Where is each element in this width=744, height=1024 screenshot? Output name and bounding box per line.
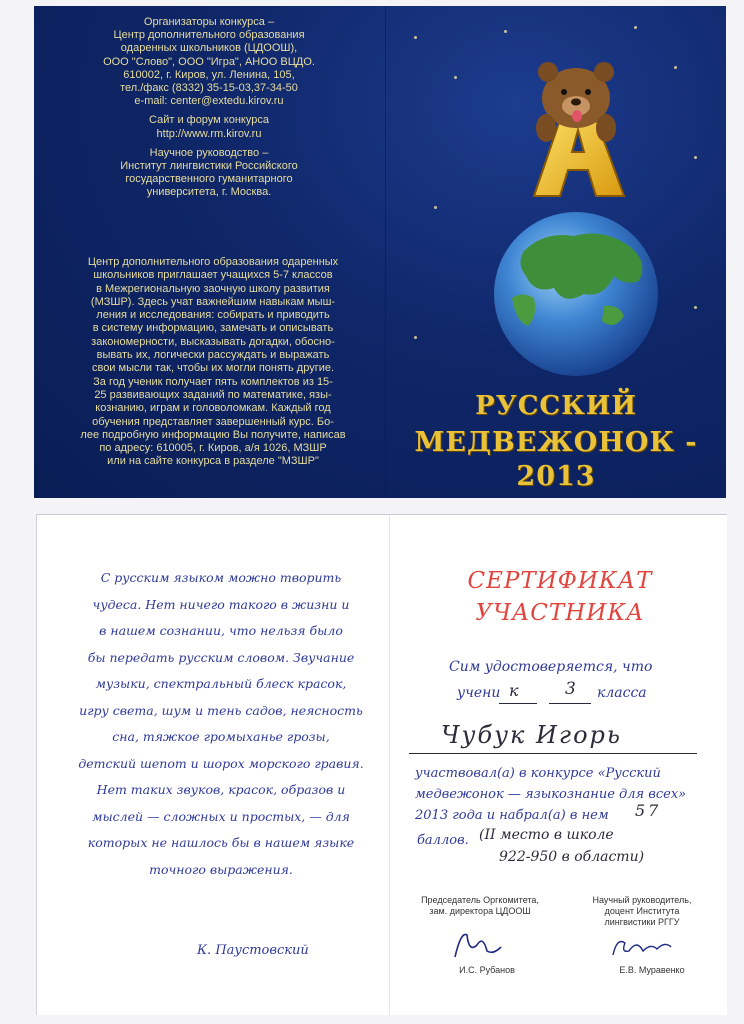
intro-line: ления и исследования: собирать и приводить (96, 309, 330, 322)
research-line: Институт лингвистики Российского (120, 160, 298, 173)
star-decoration (504, 30, 507, 33)
quote-line: Нет таких звуков, красок, образов и (96, 782, 346, 797)
quote-author: К. Паустовский (197, 943, 309, 958)
intro-line: свои мысли так, чтобы их могли понять другие. (91, 362, 335, 375)
participation-line: медвежонок — языкознание для всех» (415, 787, 687, 802)
organizers-block (54, 16, 364, 200)
intro-line: в систему информацию, замечать и описывать (92, 322, 334, 335)
name-underline (409, 753, 697, 754)
intro-line: Центр дополнительного образования одаренных (87, 256, 339, 268)
site-url: http://www.rm.kirov.ru (156, 127, 262, 140)
score-label: баллов. (417, 833, 469, 848)
student-prefix: учени (457, 685, 501, 701)
organizers-email: e-mail: center@extedu.kirov.ru (134, 95, 284, 108)
student-suffix-handwritten: к (509, 681, 519, 700)
intro-line: 25 развивающих заданий по математике, язы- (94, 388, 332, 401)
contest-title-line1: РУССКИЙ (475, 391, 637, 421)
supervisor-title-line: доцент Института (604, 906, 680, 916)
research-line: государственного гуманитарного (125, 173, 293, 186)
grade-underline (549, 703, 591, 704)
certificate-title-line1: СЕРТИФИКАТ (467, 568, 653, 594)
site-label: Сайт и форум конкурса (149, 114, 269, 127)
star-decoration (434, 206, 437, 209)
intro-line: или на сайте конкурса в разделе "МЗШР" (107, 455, 319, 468)
supervisor-title-line: лингвистики РГГУ (604, 917, 680, 927)
intro-text-block (54, 256, 372, 469)
chair-title (405, 895, 555, 917)
star-decoration (454, 76, 457, 79)
organizers-line: одаренных школьников (ЦДООШ), (120, 42, 298, 55)
intro-line: закономерности, высказывать догадки, обосно- (91, 335, 335, 348)
organizers-line: 610002, г. Киров, ул. Ленина, 105, (123, 68, 295, 81)
intro-line: школьников приглашает учащихся 5-7 классов (93, 269, 333, 282)
grade-label: класса (597, 685, 647, 701)
paustovsky-quote (71, 565, 371, 883)
quote-line: детский шепот и шорох морского гравия. (78, 755, 364, 771)
supervisor-signature-icon (607, 929, 677, 965)
quote-line: бы передать русским словом. Звучание (87, 649, 355, 665)
participation-line: участвовал(а) в конкурсе «Русский (415, 766, 661, 781)
contest-title (386, 390, 726, 494)
intro-line: обучения представляет завершенный курс. Бо- (92, 415, 334, 428)
research-line: Научное руководство – (149, 146, 269, 159)
intro-line: За год ученик получает пять комплектов из 15- (93, 375, 333, 388)
star-decoration (634, 26, 637, 29)
supervisor-name: Е.В. Муравенко (619, 965, 685, 975)
intro-line: лее подробную информацию Вы получите, написав (80, 428, 346, 441)
intro-line: вывать их, логически рассуждать и выражать (96, 349, 330, 362)
intro-line: кознанию, играм и головоломкам. Каждый год (95, 402, 331, 415)
certificate-fold-line (389, 515, 390, 1015)
student-name-handwritten: Чубук Игорь (441, 721, 622, 749)
chair-title-line: Председатель Оргкомитета, (421, 895, 539, 905)
organizers-line: Организаторы конкурса – (143, 16, 275, 28)
star-decoration (414, 36, 417, 39)
intro-line: по адресу: 610005, г. Киров, а/я 1026, МЗШР (99, 442, 327, 455)
chair-name: И.С. Рубанов (459, 965, 515, 975)
bear-globe-illustration (464, 36, 684, 376)
certifies-text: Сим удостоверяется, что (449, 659, 653, 675)
research-line: университета, г. Москва. (146, 186, 272, 199)
contest-title-line2: МЕДВЕЖОНОК - 2013 (414, 427, 698, 492)
quote-line: чудеса. Нет ничего такого в жизни и (92, 596, 350, 612)
quote-line: игру света, шум и тень садов, неясность (79, 702, 363, 718)
chair-title-line: зам. директора ЦДООШ (429, 906, 531, 916)
participation-line: 2013 года и набрал(а) в нем (415, 808, 609, 823)
star-decoration (414, 336, 417, 339)
certificate-title-line2: УЧАСТНИКА (475, 600, 645, 626)
quote-line: точного выражения. (149, 861, 293, 877)
placement-note-line2: 922-950 в области) (499, 849, 645, 865)
chair-signature-icon (447, 925, 507, 965)
quote-line: в нашем сознании, что нельзя было (99, 623, 343, 638)
organizers-line: Центр дополнительного образования (113, 29, 305, 42)
star-decoration (694, 306, 697, 309)
organizers-line: ООО "Слово", ООО "Игра", АНОО ВЦДО. (103, 55, 315, 68)
quote-line: музыки, спектральный блеск красок, (95, 676, 347, 691)
quote-line: сна, тяжкое громыханье грозы, (112, 729, 330, 744)
grade-handwritten: 3 (565, 679, 576, 699)
score-handwritten: 57 (635, 801, 662, 820)
supervisor-title (567, 895, 717, 928)
supervisor-title-line: Научный руководитель, (592, 895, 692, 905)
intro-line: (МЗШР). Здесь учат важнейшим навыкам мыш- (90, 295, 336, 308)
intro-line: в Межрегиональную заочную школу развития (96, 282, 330, 295)
placement-note-line1: (II место в школе (479, 827, 614, 843)
suffix-underline (499, 703, 537, 704)
star-decoration (694, 156, 697, 159)
quote-line: С русским языком можно творить (100, 570, 342, 585)
quote-line: мыслей — сложных и простых, — для (92, 808, 350, 824)
certificate-title (405, 565, 715, 629)
participant-certificate (36, 514, 727, 1015)
quote-line: которых не нашлось бы в нашем языке (87, 835, 355, 850)
booklet-cover (34, 6, 726, 498)
organizers-line: тел./факс (8332) 35-15-03,37-34-50 (120, 82, 298, 95)
